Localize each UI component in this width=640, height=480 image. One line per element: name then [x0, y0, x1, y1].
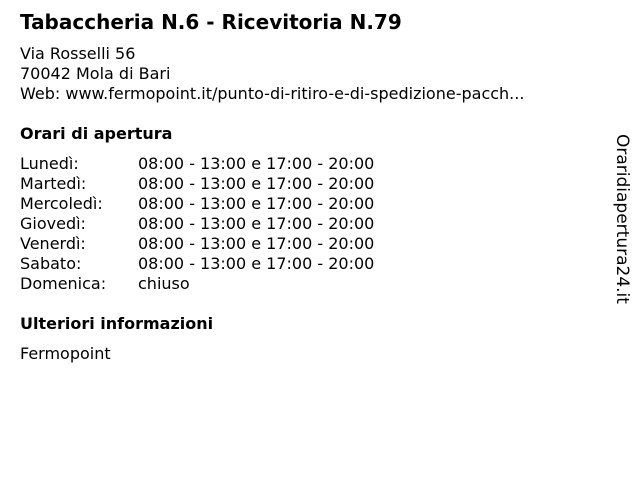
- address-street: Via Rosselli 56: [20, 44, 136, 63]
- day-label: Martedì:: [20, 174, 87, 193]
- additional-info-text: Fermopoint: [20, 344, 111, 363]
- brand-text: Oraridiapertura24.it: [612, 134, 632, 304]
- time-value: 08:00 - 13:00 e 17:00 - 20:00: [138, 234, 375, 253]
- website-link[interactable]: Web: www.fermopoint.it/punto-di-ritiro-e-di-spedizione-pacch...: [20, 84, 525, 103]
- day-label: Giovedì:: [20, 214, 86, 233]
- brand-watermark: [612, 134, 632, 310]
- day-label: Domenica:: [20, 274, 107, 293]
- day-label: Mercoledì:: [20, 194, 103, 213]
- time-value: 08:00 - 13:00 e 17:00 - 20:00: [138, 154, 375, 173]
- opening-hours-heading: Orari di apertura: [20, 124, 173, 143]
- time-value: 08:00 - 13:00 e 17:00 - 20:00: [138, 174, 375, 193]
- day-label: Sabato:: [20, 254, 82, 273]
- address-city: 70042 Mola di Bari: [20, 64, 171, 83]
- page-title: Tabaccheria N.6 - Ricevitoria N.79: [20, 10, 402, 34]
- time-value: 08:00 - 13:00 e 17:00 - 20:00: [138, 214, 375, 233]
- time-value: 08:00 - 13:00 e 17:00 - 20:00: [138, 254, 375, 273]
- additional-info-heading: Ulteriori informazioni: [20, 314, 214, 333]
- day-label: Venerdì:: [20, 234, 86, 253]
- day-label: Lunedì:: [20, 154, 79, 173]
- store-address: [20, 44, 524, 104]
- time-value: chiuso: [138, 274, 190, 293]
- time-value: 08:00 - 13:00 e 17:00 - 20:00: [138, 194, 375, 213]
